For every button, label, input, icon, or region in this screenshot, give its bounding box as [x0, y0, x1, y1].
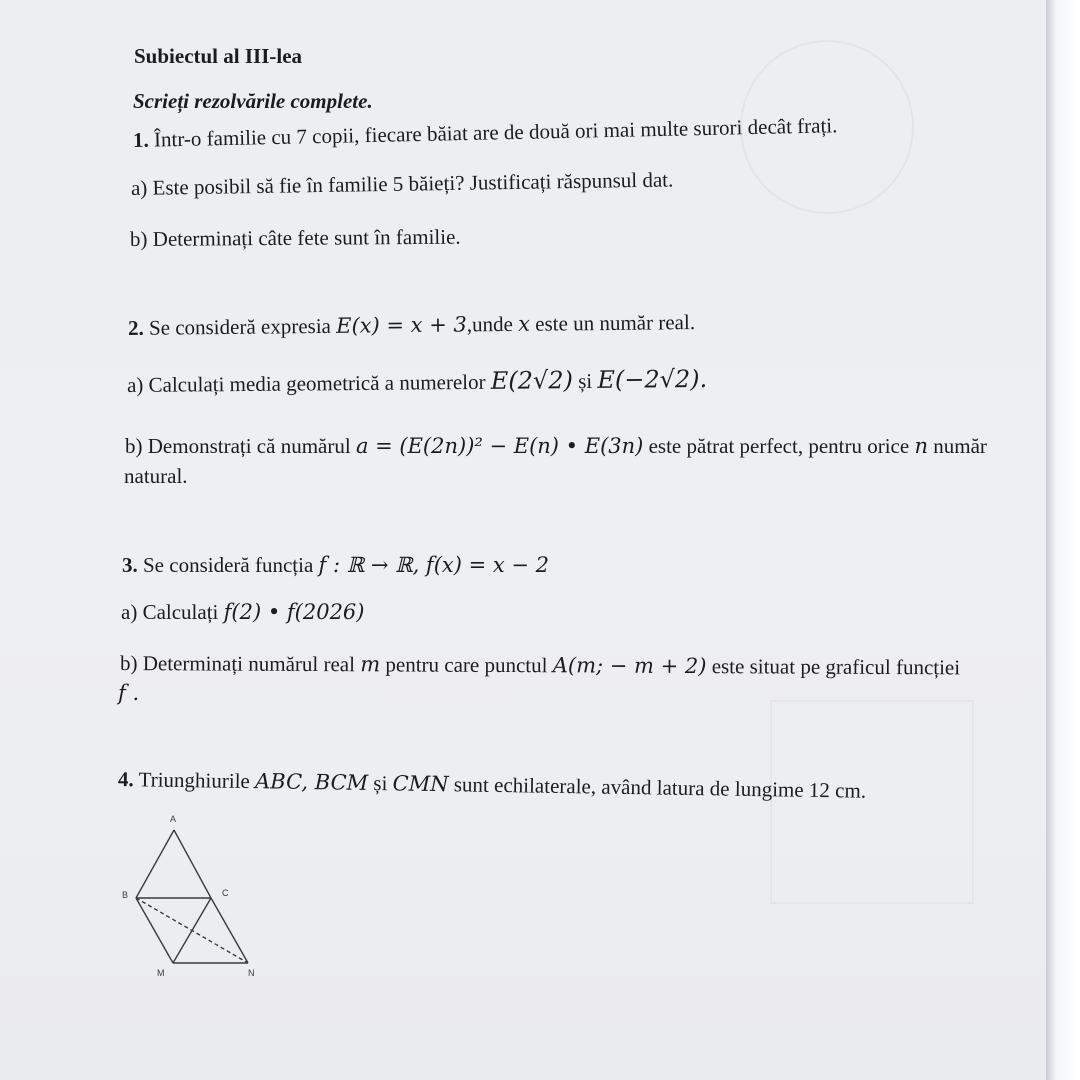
problem-1-number: 1.: [132, 127, 149, 152]
segment-ab: [136, 830, 174, 898]
problem-2-end: este un număr real.: [535, 310, 696, 336]
label-m: M: [157, 968, 165, 978]
expression-e-neg: E(−2√2).: [597, 364, 708, 394]
problem-4-number: 4.: [117, 767, 134, 792]
problem-3a-text: a) Calculați: [121, 600, 219, 624]
point-a: A(m; − m + 2): [552, 653, 707, 679]
problem-4-mid: și: [373, 771, 388, 796]
variable-m: m: [360, 652, 381, 677]
problem-3-text: Se consideră funcția: [143, 553, 314, 577]
label-b: B: [122, 890, 129, 900]
problem-3-number: 3.: [122, 553, 138, 577]
segment-bm: [136, 898, 173, 963]
segment-ac: [174, 830, 211, 898]
triangles-abc-bcm: ABC, BCM: [254, 769, 369, 795]
segment-cn: [211, 898, 248, 963]
problem-1: [133, 113, 838, 153]
problem-2b-text: b) Demonstrați că numărul: [125, 434, 351, 458]
problem-2a-text: a) Calculați media geometrică a numerelor: [126, 369, 486, 397]
problem-2-tail: ,unde: [466, 311, 514, 337]
problem-1b: b) Determinați câte fete sunt în familie.: [129, 224, 461, 251]
problem-2-number: 2.: [127, 315, 144, 340]
problem-4-text: Triunghiurile: [138, 767, 251, 794]
expression-e: E(x) = x + 3: [336, 312, 467, 338]
problem-4-tail: sunt echilaterale, având latura de lungime 12 cm.: [453, 772, 867, 803]
label-c: C: [222, 888, 229, 898]
problem-2b-line2: natural.: [124, 464, 188, 488]
problem-1-text: Într-o familie cu 7 copii, fiecare băiat are de două ori mai multe surori decât frați.: [153, 113, 838, 152]
problem-2b-tail: este pătrat perfect, pentru orice: [648, 434, 910, 458]
triangle-cmn: CMN: [392, 771, 449, 797]
problem-4: [118, 767, 866, 804]
problem-3b: [120, 651, 960, 681]
problem-3b-mid: pentru care punctul: [385, 652, 548, 678]
function-product: f(2) • f(2026): [223, 600, 365, 624]
label-a: A: [170, 814, 177, 824]
problem-3: [122, 553, 549, 578]
problem-2b: [125, 434, 987, 459]
page-edge: [1046, 0, 1080, 1080]
problem-2-text: Se consideră expresia: [148, 313, 332, 340]
variable-x: x: [518, 311, 531, 336]
problem-3b-line2: f .: [118, 681, 140, 705]
expression-e-pos: E(2√2): [490, 366, 574, 395]
problem-2b-end: număr: [933, 434, 987, 458]
instruction: Scrieți rezolvările complete.: [133, 89, 373, 113]
section-title: Subiectul al III-lea: [134, 44, 303, 68]
problem-1a: a) Este posibil să fie în familie 5 băieți? Justificați răspunsul dat.: [130, 167, 674, 200]
expression-a: a = (E(2n))² − E(n) • E(3n): [355, 434, 644, 458]
problem-2: [128, 310, 695, 341]
label-n: N: [248, 968, 255, 978]
problem-2a-mid: și: [578, 368, 593, 394]
segment-bn-dashed: [136, 898, 248, 963]
problem-3b-tail: este situat pe graficul funcției: [711, 654, 961, 680]
problem-3a: [121, 600, 364, 625]
problem-3b-text: b) Determinați numărul real: [119, 651, 356, 677]
function-def: f : ℝ → ℝ, f(x) = x − 2: [318, 553, 550, 577]
problem-2a: [127, 365, 707, 399]
triangle-diagram: [118, 812, 278, 982]
variable-n: n: [914, 434, 928, 458]
